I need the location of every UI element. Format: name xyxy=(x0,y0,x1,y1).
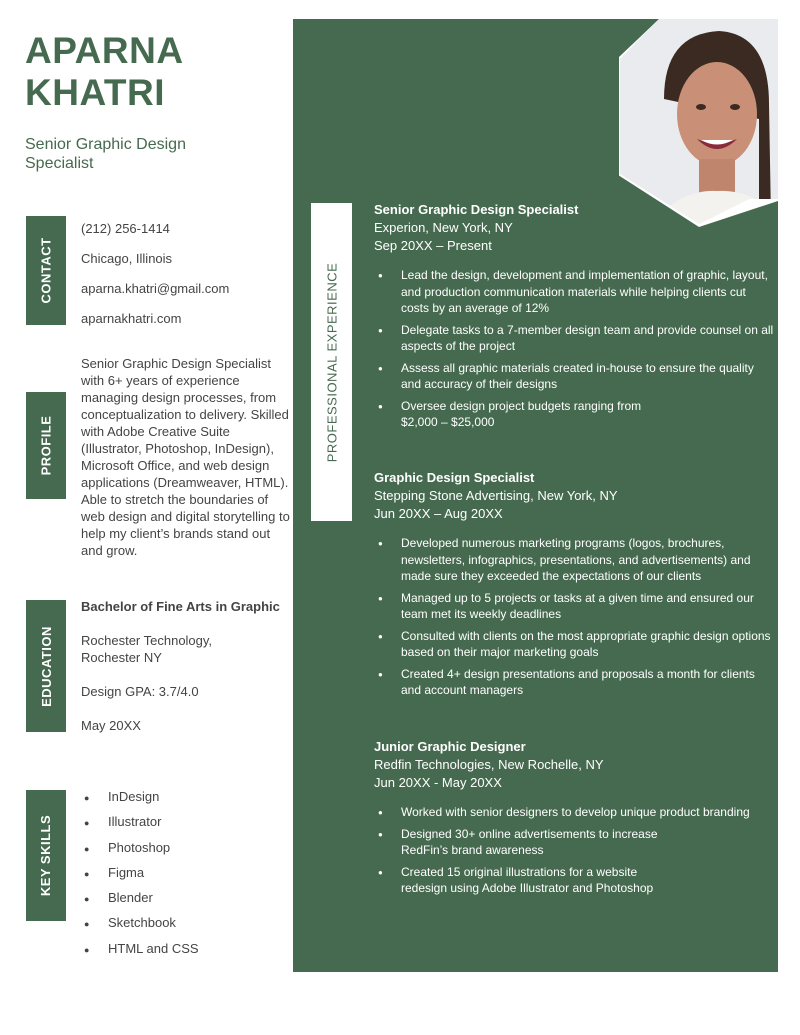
experience-panel xyxy=(293,19,778,972)
job-dates: Jun 20XX – Aug 20XX xyxy=(374,506,503,521)
section-heading: EDUCATION xyxy=(38,625,54,707)
graduation-date: May 20XX xyxy=(81,718,141,733)
job-bullet: ● Assess all graphic materials created in-house to ensure the quality and accuracy of their designs xyxy=(374,360,774,393)
job-bullet: ● Delegate tasks to a 7-member design team and provide counsel on all aspects of the project xyxy=(374,322,774,355)
job-position: Graphic Design Specialist xyxy=(374,470,535,485)
degree: Bachelor of Fine Arts in Graphic xyxy=(81,599,280,614)
education-label xyxy=(26,600,66,732)
skills-label xyxy=(26,790,66,921)
education-block xyxy=(81,598,291,734)
job-bullet: ● Designed 30+ online advertisements to increase RedFin’s brand awareness xyxy=(374,826,684,859)
candidate-name xyxy=(25,30,184,114)
job-dates: Jun 20XX - May 20XX xyxy=(374,775,502,790)
job-position: Junior Graphic Designer xyxy=(374,739,526,754)
contact-list xyxy=(81,220,229,340)
job-entry xyxy=(374,469,774,704)
gpa: Design GPA: 3.7/4.0 xyxy=(81,684,199,699)
profile-text: Senior Graphic Design Specialist with 6+ years of experience managing design processes, from conceptualization to delivery. Skilled with Adobe Creative Suite (Illustrator, Photoshop, InDesign), Microsoft Office, and web design applications (Dreamweaver, HTML). Able to stretch the boundaries of web design and digital storytelling to help my client’s brands stand out and grow. xyxy=(81,356,290,558)
job-entry xyxy=(374,738,774,902)
job-company: Experion, New York, NY xyxy=(374,220,513,235)
phone: (212) 256-1414 xyxy=(81,221,170,236)
section-heading: PROFESSIONAL EXPERIENCE xyxy=(324,262,340,462)
job-bullet: ● Consulted with clients on the most appropriate graphic design options based on their major marketing goals xyxy=(374,628,774,661)
job-title: Senior Graphic Design Specialist xyxy=(25,136,186,172)
school: Rochester Technology, Rochester NY xyxy=(81,633,213,665)
job-bullet: ● Worked with senior designers to develop unique product branding xyxy=(374,804,774,821)
job-bullet: ● Managed up to 5 projects or tasks at a given time and ensured our team met its weekly deadlines xyxy=(374,590,774,623)
section-heading: CONTACT xyxy=(38,237,54,304)
skills-list xyxy=(81,788,199,965)
job-bullet: ● Created 15 original illustrations for a website redesign using Adobe Illustrator and Photoshop xyxy=(374,864,684,897)
job-bullet: ● Developed numerous marketing programs (logos, brochures, newsletters, infographics, presentations, and advertisements) and made sure they exceeded the expectations of our clients xyxy=(374,535,774,585)
name-line: APARNA xyxy=(25,30,184,71)
email-link[interactable]: aparna.khatri@gmail.com xyxy=(81,281,230,296)
job-company: Stepping Stone Advertising, New York, NY xyxy=(374,488,618,503)
skill-item: ● InDesign xyxy=(81,788,199,813)
skill-item: ● Photoshop xyxy=(81,839,199,864)
skill-item: ● Figma xyxy=(81,864,199,889)
job-entry xyxy=(374,201,774,436)
job-dates: Sep 20XX – Present xyxy=(374,238,492,253)
location: Chicago, Illinois xyxy=(81,251,173,266)
skill-item: ● HTML and CSS xyxy=(81,940,199,965)
job-bullet: ● Oversee design project budgets ranging from $2,000 – $25,000 xyxy=(374,398,674,431)
section-heading: KEY SKILLS xyxy=(38,814,54,897)
profile-label xyxy=(26,392,66,499)
name-line: KHATRI xyxy=(25,72,166,113)
profile-photo xyxy=(619,19,778,227)
experience-label xyxy=(311,203,352,521)
section-heading: PROFILE xyxy=(38,415,54,476)
skill-item: ● Blender xyxy=(81,889,199,914)
job-position: Senior Graphic Design Specialist xyxy=(374,202,579,217)
skill-item: ● Illustrator xyxy=(81,813,199,838)
job-bullet: ● Created 4+ design presentations and proposals a month for clients and account managers xyxy=(374,666,774,699)
job-bullet: ● Lead the design, development and implementation of graphic, layout, and production communication materials while helping clients cut costs by an average of 12% xyxy=(374,267,774,317)
job-company: Redfin Technologies, New Rochelle, NY xyxy=(374,757,604,772)
contact-label xyxy=(26,216,66,325)
website-link[interactable]: aparnakhatri.com xyxy=(81,311,182,326)
skill-item: ● Sketchbook xyxy=(81,914,199,939)
